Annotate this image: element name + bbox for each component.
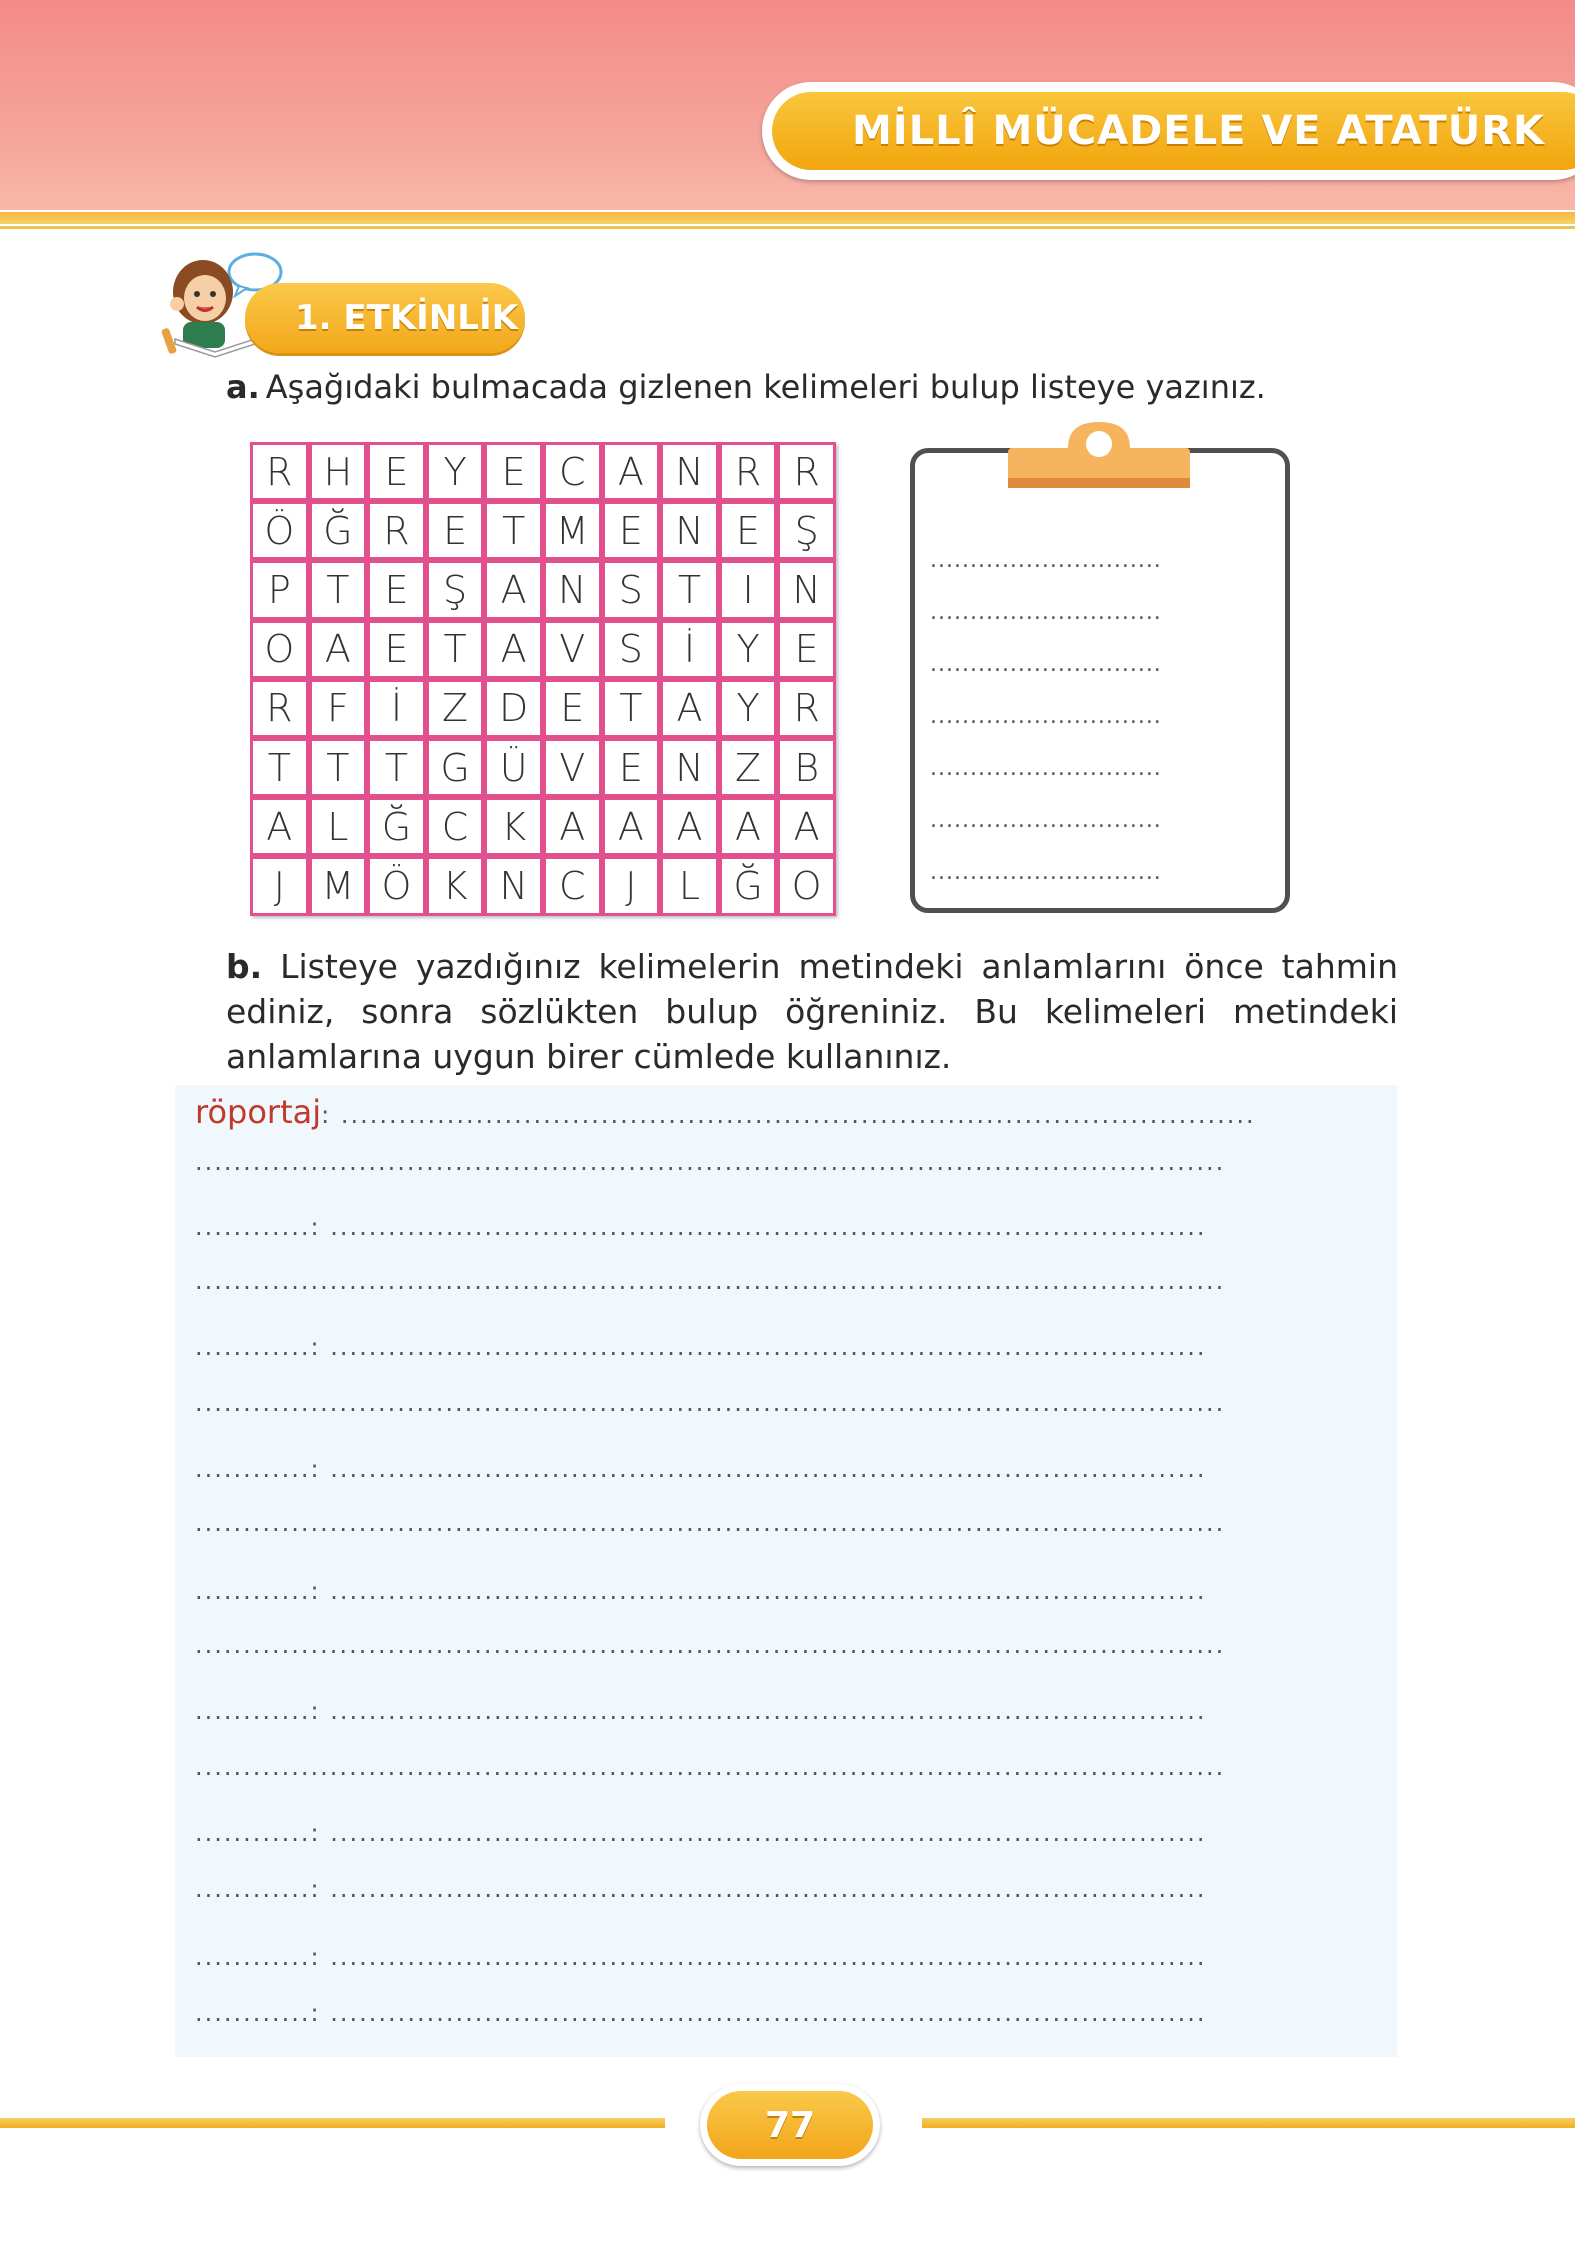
footer-rule-left <box>0 2118 665 2128</box>
answer-continuation-line[interactable] <box>195 1389 1385 1429</box>
answer-dots: ........................................................................................... <box>330 1333 1207 1361</box>
grid-cell[interactable]: Y <box>426 442 485 501</box>
question-b-text: Listeye yazdığınız kelimelerin metindeki anlamlarını önce tahmin ediniz, sonra sözlükten bulup öğreniniz. Bu kelimeleri metindeki anlamlarına uygun birer cümlede kullanınız. <box>226 947 1398 1076</box>
question-a-letter: a. <box>226 368 260 406</box>
page-number-badge <box>700 2084 880 2166</box>
grid-cell[interactable]: D <box>484 679 543 738</box>
grid-cell[interactable]: K <box>426 856 485 915</box>
answer-dots: ........................................................................................... <box>330 1697 1207 1725</box>
grid-cell[interactable]: A <box>484 620 543 679</box>
answer-dots: ........................................................................................... <box>330 1875 1207 1903</box>
grid-cell[interactable]: V <box>543 620 602 679</box>
grid-cell[interactable]: Ö <box>367 856 426 915</box>
grid-cell[interactable]: Y <box>719 620 778 679</box>
word-blank: ............: <box>195 1819 321 1847</box>
grid-cell[interactable]: Ü <box>484 738 543 797</box>
grid-cell[interactable]: Ğ <box>309 501 368 560</box>
word-blank: ............: <box>195 1999 321 2027</box>
grid-cell[interactable]: T <box>426 620 485 679</box>
answer-word-line[interactable] <box>195 1943 1385 1983</box>
grid-cell[interactable]: R <box>777 679 836 738</box>
word-blank: ............: <box>195 1333 321 1361</box>
word-list-blank[interactable]: ............................. <box>930 548 1162 573</box>
grid-cell[interactable]: E <box>367 560 426 619</box>
grid-cell[interactable]: N <box>660 738 719 797</box>
grid-cell[interactable]: R <box>367 501 426 560</box>
grid-cell[interactable]: H <box>309 442 368 501</box>
grid-cell[interactable]: M <box>309 856 368 915</box>
answer-word-line[interactable] <box>195 1577 1385 1617</box>
word-list-clipboard <box>910 448 1290 913</box>
grid-cell[interactable]: Z <box>426 679 485 738</box>
grid-cell[interactable]: R <box>719 442 778 501</box>
answer-dots: ............................................................................................... <box>340 1101 1256 1129</box>
grid-cell[interactable]: R <box>777 442 836 501</box>
word-list-blank[interactable]: ............................. <box>930 704 1162 729</box>
answer-continuation-line[interactable] <box>195 1631 1385 1671</box>
answer-word-line[interactable] <box>195 1999 1385 2039</box>
grid-cell[interactable]: C <box>426 797 485 856</box>
chapter-title-banner <box>762 82 1575 180</box>
example-word: röportaj <box>195 1093 322 1131</box>
answer-word-line[interactable] <box>195 1819 1385 1859</box>
grid-cell[interactable]: T <box>309 560 368 619</box>
grid-cell[interactable]: V <box>543 738 602 797</box>
word-list-blank[interactable]: ............................. <box>930 860 1162 885</box>
clipboard-clip-icon <box>1008 418 1190 488</box>
grid-cell[interactable]: B <box>777 738 836 797</box>
footer-rule-right <box>922 2118 1575 2128</box>
grid-cell[interactable]: A <box>660 679 719 738</box>
question-a-text: Aşağıdaki bulmacada gizlenen kelimeleri bulup listeye yazınız. <box>265 368 1266 406</box>
word-blank: ............: <box>195 1455 321 1483</box>
answer-continuation-line[interactable] <box>195 1148 1385 1188</box>
grid-cell[interactable]: Ş <box>426 560 485 619</box>
answer-dots: ........................................................................................................... <box>195 1389 1226 1417</box>
answer-continuation-line[interactable] <box>195 1509 1385 1549</box>
activity-label: 1. ETKİNLİK <box>295 298 518 338</box>
answer-continuation-line[interactable] <box>195 1267 1385 1307</box>
grid-cell[interactable]: E <box>367 442 426 501</box>
grid-cell[interactable]: L <box>660 856 719 915</box>
grid-cell[interactable]: Ğ <box>719 856 778 915</box>
grid-cell[interactable]: J <box>602 856 661 915</box>
grid-cell[interactable]: I <box>719 560 778 619</box>
grid-cell[interactable]: A <box>602 442 661 501</box>
answer-dots: ........................................................................................... <box>330 1943 1207 1971</box>
grid-cell[interactable]: Y <box>719 679 778 738</box>
question-b-letter: b. <box>226 947 263 986</box>
grid-cell[interactable]: İ <box>367 679 426 738</box>
header-rule-thin <box>0 226 1575 229</box>
grid-cell[interactable]: E <box>543 679 602 738</box>
word-blank: ............: <box>195 1943 321 1971</box>
answer-dots: ........................................................................................................... <box>195 1267 1226 1295</box>
word-list-blank[interactable]: ............................. <box>930 600 1162 625</box>
page-number: 77 <box>764 2104 816 2146</box>
grid-cell[interactable]: A <box>309 620 368 679</box>
grid-cell[interactable]: A <box>660 797 719 856</box>
answer-dots: ........................................................................................................... <box>195 1753 1226 1781</box>
grid-cell[interactable]: E <box>719 501 778 560</box>
grid-cell[interactable]: A <box>602 797 661 856</box>
grid-cell[interactable]: G <box>426 738 485 797</box>
grid-cell[interactable]: N <box>660 501 719 560</box>
grid-cell[interactable]: E <box>367 620 426 679</box>
grid-cell[interactable]: R <box>250 442 309 501</box>
answer-word-line[interactable] <box>195 1875 1385 1915</box>
grid-cell[interactable]: Ğ <box>367 797 426 856</box>
answer-word-line[interactable] <box>195 1213 1385 1253</box>
grid-cell[interactable]: O <box>777 856 836 915</box>
word-blank: ............: <box>195 1697 321 1725</box>
answer-dots: ........................................................................................................... <box>195 1631 1226 1659</box>
grid-cell[interactable]: K <box>484 797 543 856</box>
grid-cell[interactable]: E <box>602 501 661 560</box>
grid-cell[interactable]: A <box>543 797 602 856</box>
grid-cell[interactable]: A <box>777 797 836 856</box>
grid-cell[interactable]: N <box>484 856 543 915</box>
grid-cell[interactable]: J <box>250 856 309 915</box>
header-rule <box>0 212 1575 224</box>
grid-cell[interactable]: E <box>602 738 661 797</box>
grid-cell[interactable]: N <box>777 560 836 619</box>
word-search-grid <box>250 442 836 916</box>
grid-cell[interactable]: L <box>309 797 368 856</box>
word-list-blank[interactable]: ............................. <box>930 652 1162 677</box>
grid-cell[interactable]: T <box>484 501 543 560</box>
answer-area <box>175 1085 1397 2057</box>
grid-cell[interactable]: C <box>543 442 602 501</box>
word-list-blank[interactable]: ............................. <box>930 808 1162 833</box>
answer-word-line[interactable] <box>195 1333 1385 1373</box>
grid-cell[interactable]: T <box>602 679 661 738</box>
chapter-title: MİLLÎ MÜCADELE VE ATATÜRK <box>852 108 1545 154</box>
grid-cell[interactable]: T <box>250 738 309 797</box>
answer-dots: ........................................................................................... <box>330 1455 1207 1483</box>
answer-word-line[interactable] <box>195 1697 1385 1737</box>
grid-cell[interactable]: İ <box>660 620 719 679</box>
grid-cell[interactable]: N <box>543 560 602 619</box>
grid-cell[interactable]: A <box>719 797 778 856</box>
grid-cell[interactable]: E <box>484 442 543 501</box>
answer-continuation-line[interactable] <box>195 1753 1385 1793</box>
answer-dots: ........................................................................................... <box>330 1213 1207 1241</box>
grid-cell[interactable]: E <box>426 501 485 560</box>
grid-cell[interactable]: Z <box>719 738 778 797</box>
word-blank: ............: <box>195 1577 321 1605</box>
grid-cell[interactable]: P <box>250 560 309 619</box>
grid-cell[interactable]: A <box>484 560 543 619</box>
answer-dots: ........................................................................................... <box>330 1999 1207 2027</box>
grid-cell[interactable]: S <box>602 560 661 619</box>
page-number-fill <box>707 2091 873 2159</box>
grid-cell[interactable]: Ö <box>250 501 309 560</box>
grid-cell[interactable]: O <box>250 620 309 679</box>
grid-cell[interactable]: T <box>367 738 426 797</box>
grid-cell[interactable]: A <box>250 797 309 856</box>
grid-cell[interactable]: Ş <box>777 501 836 560</box>
grid-cell[interactable]: R <box>250 679 309 738</box>
grid-cell[interactable]: C <box>543 856 602 915</box>
grid-cell[interactable]: M <box>543 501 602 560</box>
grid-cell[interactable]: E <box>777 620 836 679</box>
answer-dots: ........................................................................................................... <box>195 1148 1226 1176</box>
grid-cell[interactable]: T <box>660 560 719 619</box>
answer-line-first[interactable] <box>195 1093 1385 1133</box>
answer-dots: ........................................................................................... <box>330 1819 1207 1847</box>
answer-dots: ........................................................................................... <box>330 1577 1207 1605</box>
grid-cell[interactable]: S <box>602 620 661 679</box>
chapter-title-fill <box>772 92 1575 170</box>
activity-badge <box>245 283 525 353</box>
example-colon: : <box>321 1101 332 1129</box>
answer-dots: ........................................................................................................... <box>195 1509 1226 1537</box>
grid-cell[interactable]: N <box>660 442 719 501</box>
word-list-blank[interactable]: ............................. <box>930 756 1162 781</box>
answer-word-line[interactable] <box>195 1455 1385 1495</box>
grid-cell[interactable]: F <box>309 679 368 738</box>
word-blank: ............: <box>195 1213 321 1241</box>
question-b <box>178 944 1398 1079</box>
grid-cell[interactable]: T <box>309 738 368 797</box>
question-a <box>226 368 1266 406</box>
word-blank: ............: <box>195 1875 321 1903</box>
